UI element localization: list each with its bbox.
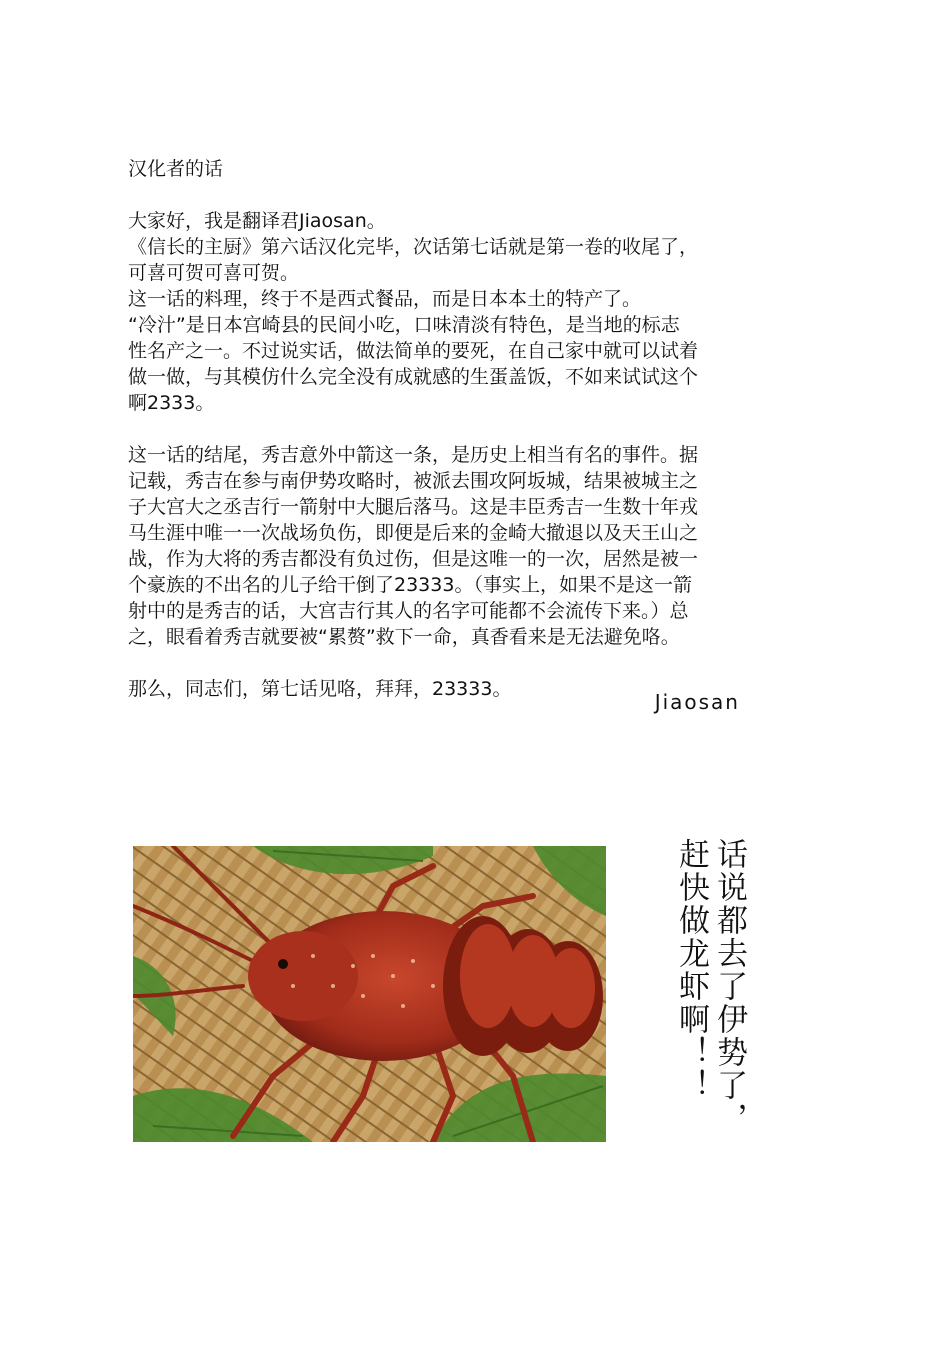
note-line: 记载，秀吉在参与南伊势攻略时，被派去围攻阿坂城，结果被城主之 [128, 470, 699, 492]
note-line: 啊2333。 [128, 392, 215, 414]
note-line: 个豪族的不出名的儿子给干倒了23333。（事实上，如果不是这一箭 [128, 574, 692, 596]
spacer [128, 650, 768, 676]
signature: Jiaosan [654, 690, 740, 714]
lobster-illustration [133, 846, 606, 1142]
note-line: 战，作为大将的秀吉都没有负过伤，但是这唯一的一次，居然是被一 [128, 548, 699, 570]
note-line: 可喜可贺可喜可贺。 [128, 262, 300, 284]
note-line: 这一话的料理，终于不是西式餐品，而是日本本土的特产了。 [128, 288, 642, 310]
note-line: “冷汁”是日本宫崎县的民间小吃，口味清淡有特色，是当地的标志 [128, 314, 680, 336]
note-line: 大家好，我是翻译君Jiaosan。 [128, 210, 386, 232]
vertical-caption-line-1: 话说都去了伊势了， [711, 838, 747, 1135]
note-line: 做一做，与其模仿什么完全没有成就感的生蛋盖饭，不如来试试这个 [128, 366, 699, 388]
spacer [128, 416, 768, 442]
translator-note [128, 156, 768, 702]
note-closing: 那么，同志们，第七话见咯，拜拜，23333。 [128, 678, 512, 700]
lobster-eye [278, 959, 288, 969]
note-line: 射中的是秀吉的话，大宫吉行其人的名字可能都不会流传下来。）总 [128, 600, 689, 622]
vertical-caption-line-2: 赶快做龙虾啊！！ [673, 838, 709, 1102]
note-line: 子大宫大之丞吉行一箭射中大腿后落马。这是丰臣秀吉一生数十年戎 [128, 496, 699, 518]
note-line: 马生涯中唯一一次战场负伤，即便是后来的金崎大撤退以及天王山之 [128, 522, 699, 544]
note-line: 《信长的主厨》第六话汉化完毕，次话第七话就是第一卷的收尾了， [128, 236, 699, 258]
lobster-head [248, 931, 358, 1021]
note-line: 性名产之一。不过说实话，做法简单的要死，在自己家中就可以试着 [128, 340, 699, 362]
lobster-photo [133, 846, 606, 1142]
note-line: 之，眼看着秀吉就要被“累赘”救下一命，真香看来是无法避免咯。 [128, 626, 680, 648]
note-line: 这一话的结尾，秀吉意外中箭这一条，是历史上相当有名的事件。据 [128, 444, 699, 466]
note-title: 汉化者的话 [128, 158, 224, 180]
spacer [128, 182, 768, 208]
